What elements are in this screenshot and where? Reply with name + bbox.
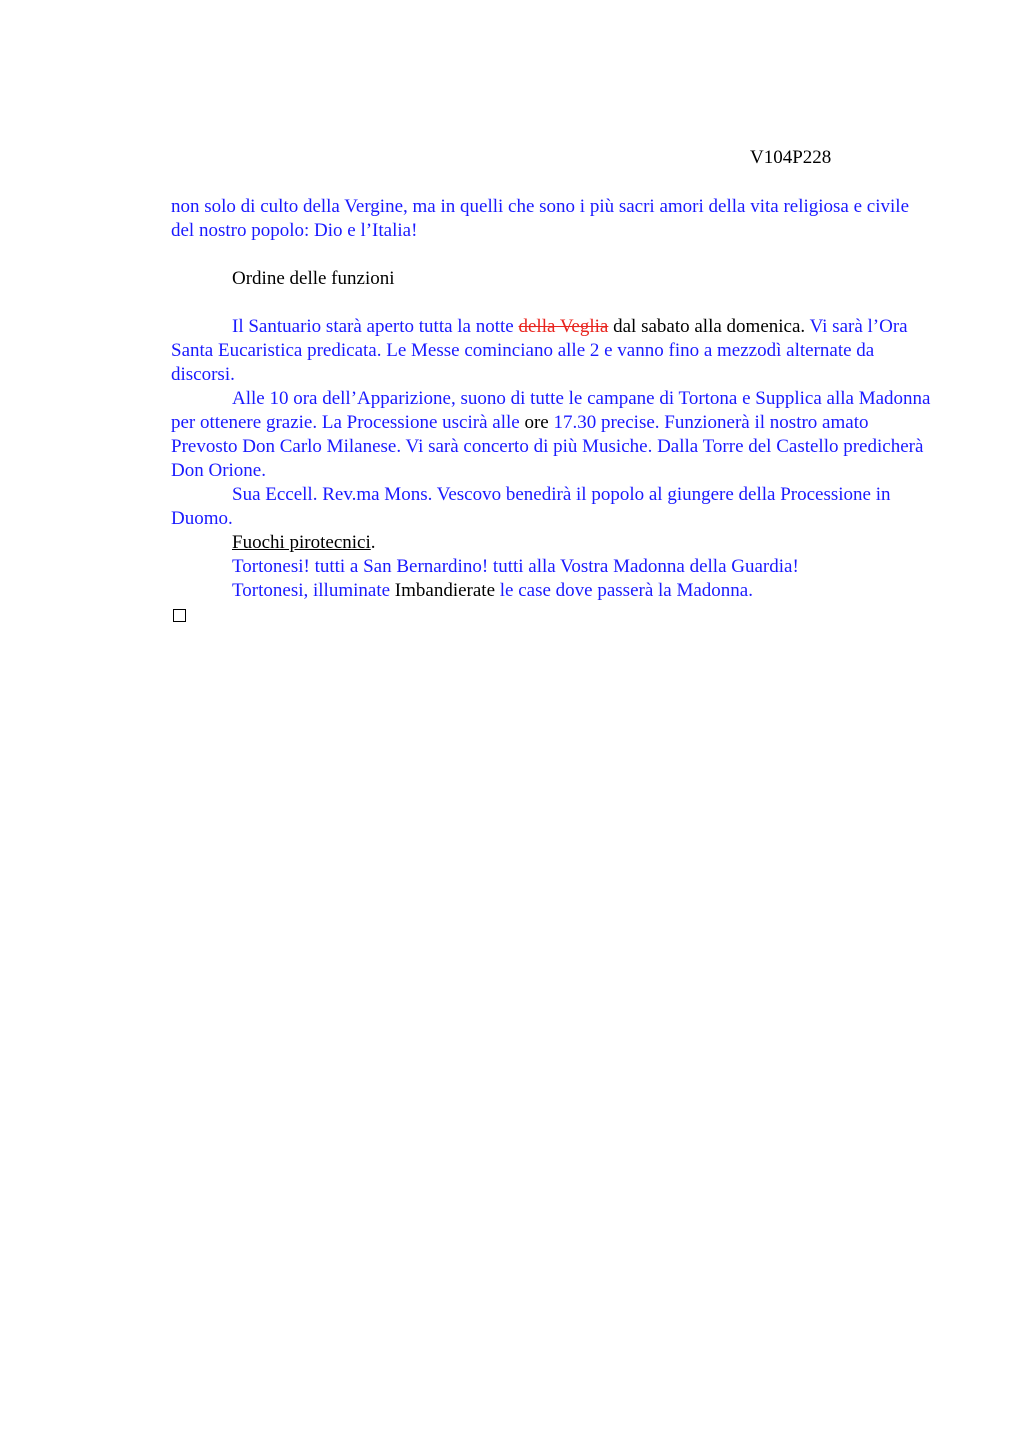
paragraph-3-text-3: 17.30 precise. Funzionerà il nostro amato Prevosto Don Carlo Milanese. Vi sarà concerto di più Musiche. Dalla Torre del Castello predicherà Don Orione. — [171, 412, 924, 481]
paragraph-7-text-1: Tortonesi, illuminate — [232, 580, 391, 601]
square-outline-icon — [173, 609, 186, 622]
section-heading: Ordine delle funzioni — [232, 268, 395, 289]
end-marker — [171, 603, 931, 629]
document-body — [171, 195, 931, 629]
paragraph-2-text-1: Il Santuario starà aperto tutta la notte — [232, 316, 519, 337]
paragraph-3-text-2: ore — [524, 412, 549, 433]
paragraph-5 — [171, 531, 931, 555]
paragraph-1: non solo di culto della Vergine, ma in quelli che sono i più sacri amori della vita religiosa e civile del nostro popolo: Dio e l’Italia! — [171, 196, 910, 241]
paragraph-7-text-2: Imbandierate — [390, 580, 496, 601]
paragraph-3 — [171, 387, 931, 483]
paragraph-4: Sua Eccell. Rev.ma Mons. Vescovo benedirà il popolo al giungere della Processione in Duomo. — [171, 484, 891, 529]
paragraph-5-trailing: . — [370, 532, 376, 553]
paragraph-2-text-2: dal sabato alla domenica. — [608, 316, 806, 337]
underlined-text: Fuochi pirotecnici — [232, 532, 371, 553]
paragraph-6: Tortonesi! tutti a San Bernardino! tutti alla Vostra Madonna della Guardia! — [232, 556, 799, 577]
paragraph-2-text-3: Vi sarà l’Ora Santa Eucaristica predicata. Le Messe cominciano alle 2 e vanno fino a mezzodì alternate da discorsi. — [171, 316, 908, 385]
document-id: V104P228 — [750, 147, 832, 168]
paragraph-7 — [171, 579, 931, 603]
deleted-text: della Veglia — [518, 316, 609, 337]
paragraph-2 — [171, 315, 931, 387]
paragraph-3-text-1: Alle 10 ora dell’Apparizione, suono di tutte le campane di Tortona e Supplica alla Madonna per ottenere grazie. La Processione uscirà alle — [171, 388, 931, 433]
paragraph-7-text-3: le case dove passerà la Madonna. — [495, 580, 753, 601]
